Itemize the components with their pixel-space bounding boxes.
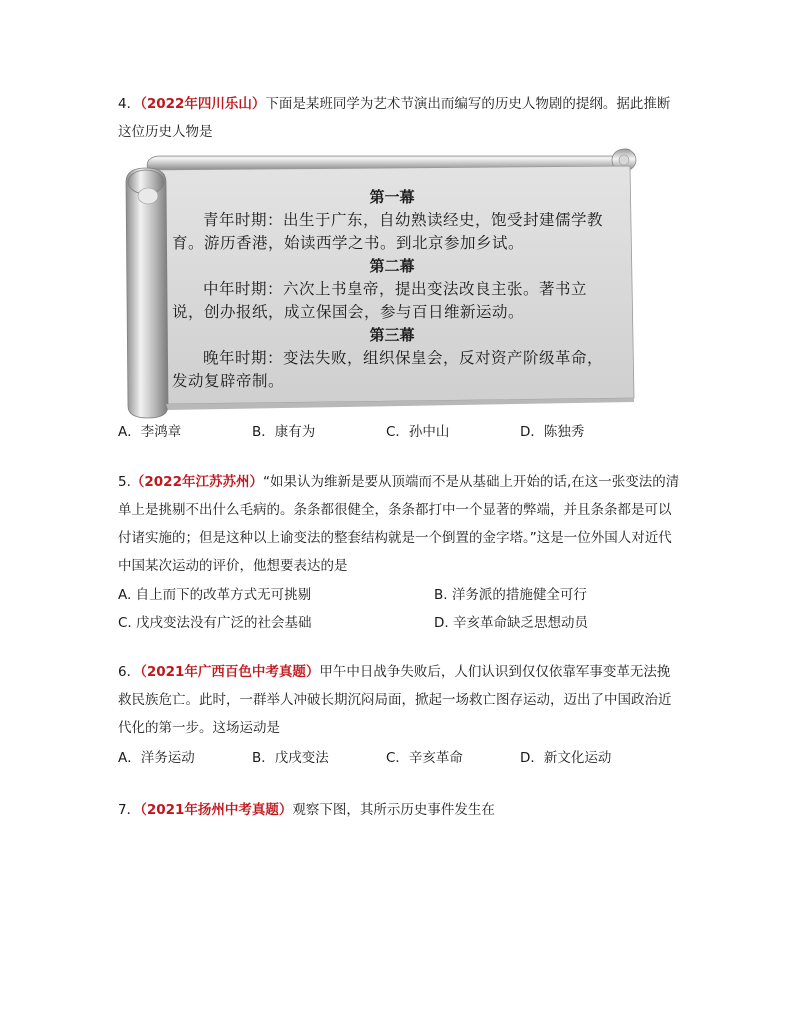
option-a[interactable]: A．洋务运动: [118, 750, 195, 766]
question-source: （2022年江苏苏州）: [130, 474, 263, 490]
question-4-options: [118, 420, 698, 444]
option-b[interactable]: B．康有为: [252, 424, 316, 440]
question-source: （2021年扬州中考真题）: [140, 802, 293, 818]
question-number: 6．: [118, 664, 141, 680]
question-5-options-row-2: [118, 611, 698, 635]
act-3-text: 晚年时期：变法失败，组织保皇会，反对资产阶级革命，发动复辟帝制。: [172, 349, 604, 390]
option-d[interactable]: D. 辛亥革命缺乏思想动员: [434, 615, 588, 631]
act-1-title: 第一幕: [369, 188, 415, 206]
question-stem: “如果认为维新是要从顶端而不是从基础上开始的话,在这一张变法的清单上是挑剔不出什么毛病的。条条都很健全，条条都打中一个显著的弊端，并且条条都是可以付诸实施的；但是这种以上谕变法的整套结构就是一个倒置的金字塔。”这是一位外国人对近代中国某次运动的评价，他想要表达的是: [118, 474, 680, 574]
question-source: （2022年四川乐山）: [140, 96, 266, 112]
question-7: [118, 796, 680, 824]
option-c[interactable]: C．孙中山: [386, 424, 450, 440]
option-d[interactable]: D．新文化运动: [520, 750, 612, 766]
option-c[interactable]: C. 戊戌变法没有广泛的社会基础: [118, 615, 312, 631]
act-1-text: 青年时期：出生于广东，自幼熟读经史，饱受封建儒学教育。游历香港，始读西学之书。到北京参加乡试。: [172, 211, 604, 252]
option-d[interactable]: D．陈独秀: [520, 424, 585, 440]
act-2-text: 中年时期：六次上书皇帝，提出变法改良主张。著书立说，创办报纸，成立保国会，参与百日维新运动。: [172, 280, 588, 321]
option-b[interactable]: B. 洋务派的措施健全可行: [434, 587, 587, 603]
option-a[interactable]: A. 自上而下的改革方式无可挑剔: [118, 587, 312, 603]
act-2-title: 第二幕: [369, 257, 415, 275]
question-stem: 下面是某班同学为艺术节演出而编写的历史人物剧的提纲。据此推断这位历史人物是: [118, 96, 671, 140]
question-6: [118, 658, 680, 742]
question-number: 4．: [118, 96, 141, 112]
question-number: 7．: [118, 802, 141, 818]
option-b[interactable]: B．戊戌变法: [252, 750, 329, 766]
question-4: [118, 90, 680, 146]
scroll-text: [172, 186, 612, 393]
option-a[interactable]: A．李鸿章: [118, 424, 182, 440]
question-stem: 观察下图，其所示历史事件发生在: [292, 802, 495, 818]
question-5-options-row-1: [118, 583, 698, 607]
act-3-title: 第三幕: [369, 326, 415, 344]
option-c[interactable]: C．辛亥革命: [386, 750, 463, 766]
question-number: 5.: [118, 474, 131, 490]
question-5: [118, 468, 680, 580]
question-6-options: [118, 746, 698, 770]
question-source: （2021年广西百色中考真题）: [140, 664, 320, 680]
question-stem: 甲午中日战争失败后，人们认识到仅仅依靠军事变革无法挽救民族危亡。此时，一群举人冲破长期沉闷局面，掀起一场救亡图存运动，迈出了中国政治近代化的第一步。这场运动是: [118, 664, 672, 736]
